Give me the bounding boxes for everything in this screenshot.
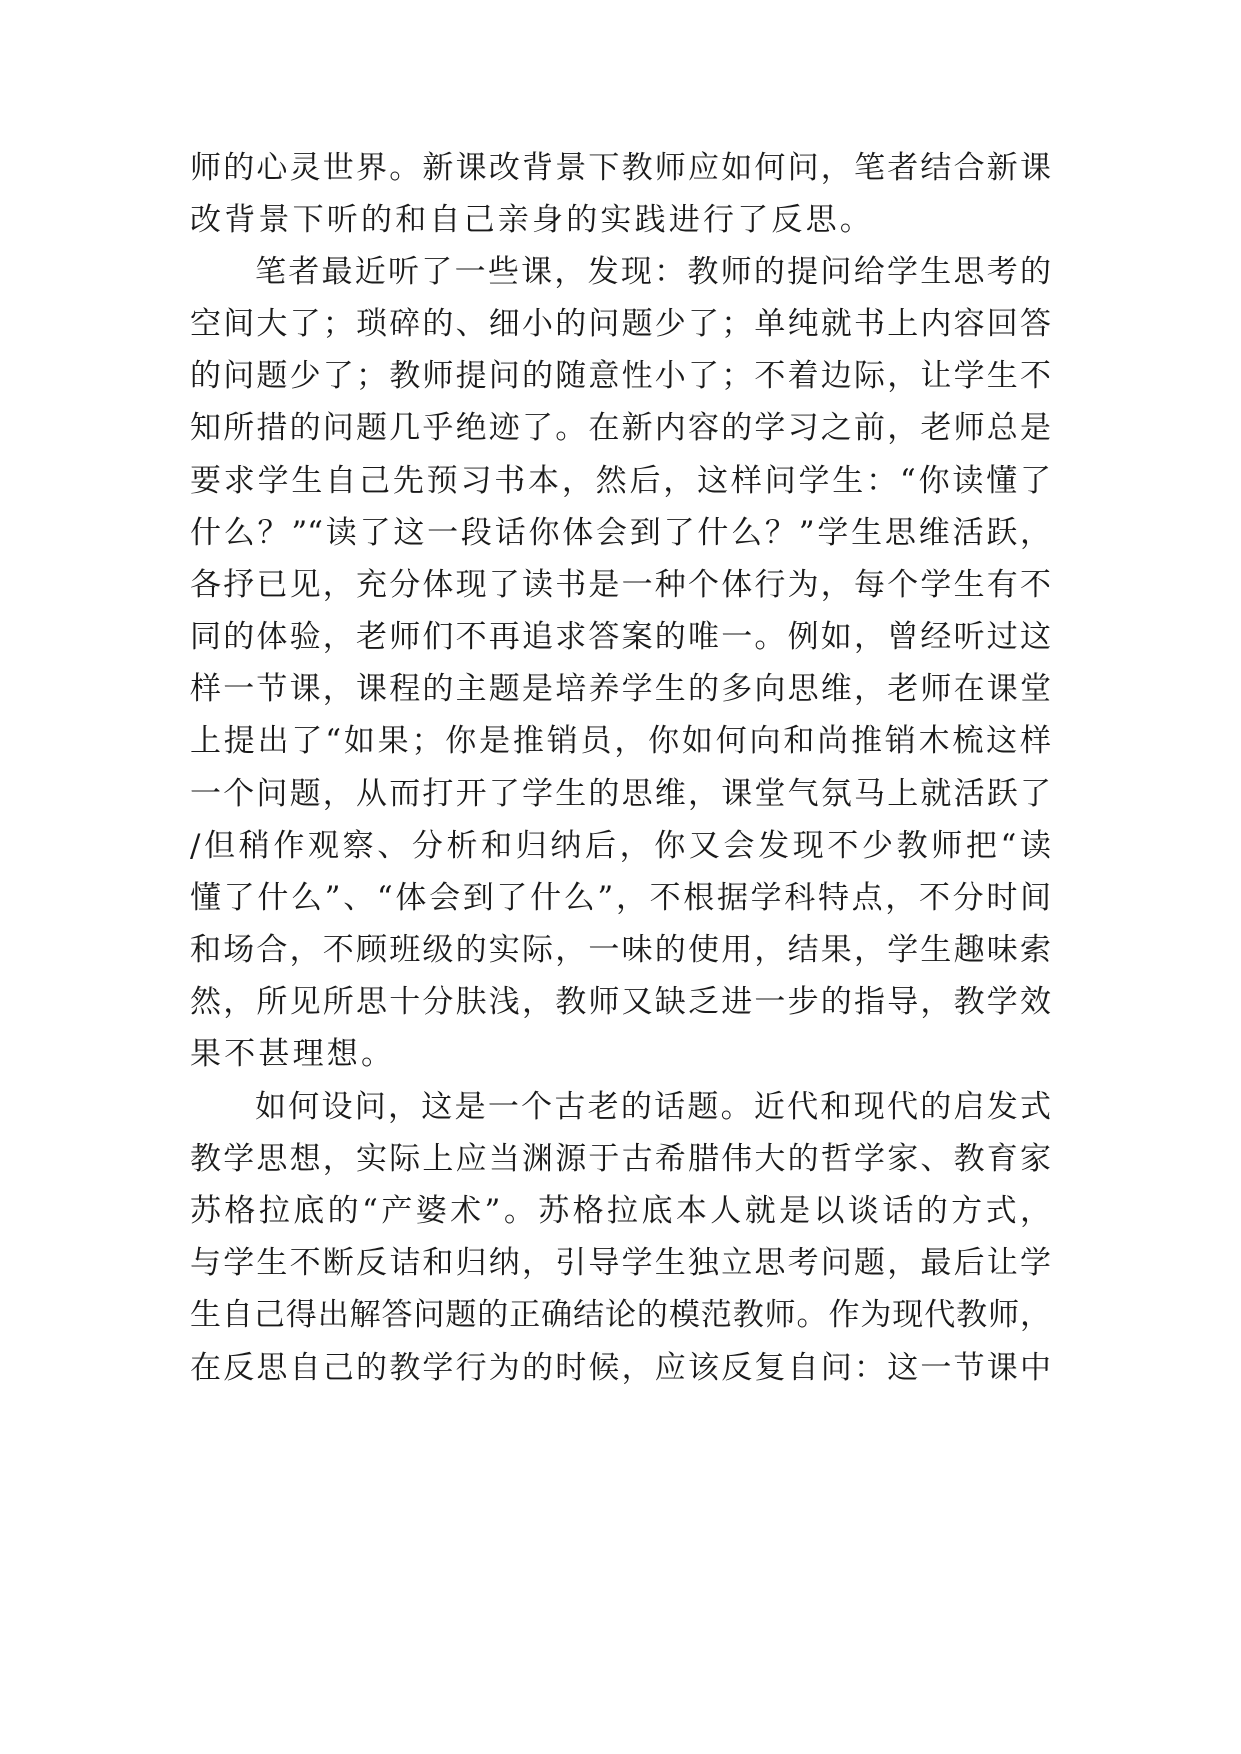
text-line: 师的心灵世界。新课改背景下教师应如何问，笔者结合新课 (190, 150, 1051, 186)
text-line: 什么？”“读了这一段话你体会到了什么？”学生思维活跃， (190, 515, 1051, 551)
text-line: 要求学生自己先预习书本，然后，这样问学生：“你读懂了 (190, 463, 1051, 499)
text-line: 苏格拉底的“产婆术”。苏格拉底本人就是以谈话的方式， (190, 1193, 1051, 1229)
text-line: 教学思想，实际上应当渊源于古希腊伟大的哲学家、教育家 (190, 1141, 1051, 1177)
text-line: /但稍作观察、分析和归纳后，你又会发现不少教师把“读 (190, 828, 1051, 864)
text-line: 空间大了；琐碎的、细小的问题少了；单纯就书上内容回答 (190, 306, 1051, 342)
text-line: 与学生不断反诘和归纳，引导学生独立思考问题，最后让学 (190, 1245, 1051, 1281)
text-line: 同的体验，老师们不再追求答案的唯一。例如，曾经听过这 (190, 619, 1051, 655)
text-line: 各抒已见，充分体现了读书是一种个体行为，每个学生有不 (190, 567, 1051, 603)
text-line: 然，所见所思十分肤浅，教师又缺乏进一步的指导，教学效 (190, 984, 1051, 1020)
text-line: 样一节课，课程的主题是培养学生的多向思维，老师在课堂 (190, 671, 1051, 707)
text-line: 改背景下听的和自己亲身的实践进行了反思。 (190, 202, 874, 238)
text-line: 和场合，不顾班级的实际，一味的使用，结果，学生趣味索 (190, 932, 1051, 968)
paragraph-first-line: 如何设问，这是一个古老的话题。近代和现代的启发式 (255, 1089, 1051, 1125)
text-line: 在反思自己的教学行为的时候，应该反复自问：这一节课中 (190, 1350, 1051, 1386)
text-line: 生自己得出解答问题的正确结论的模范教师。作为现代教师， (190, 1297, 1051, 1333)
text-line: 上提出了“如果；你是推销员，你如何向和尚推销木梳这样 (190, 723, 1051, 759)
text-line: 一个问题，从而打开了学生的思维，课堂气氛马上就活跃了 (190, 776, 1051, 812)
text-line: 的问题少了；教师提问的随意性小了；不着边际，让学生不 (190, 358, 1051, 394)
text-line: 果不甚理想。 (190, 1036, 396, 1072)
text-line: 懂了什么”、“体会到了什么”，不根据学科特点，不分时间 (190, 880, 1051, 916)
text-line: 知所措的问题几乎绝迹了。在新内容的学习之前，老师总是 (190, 410, 1051, 446)
paragraph-first-line: 笔者最近听了一些课，发现：教师的提问给学生思考的 (255, 254, 1051, 290)
